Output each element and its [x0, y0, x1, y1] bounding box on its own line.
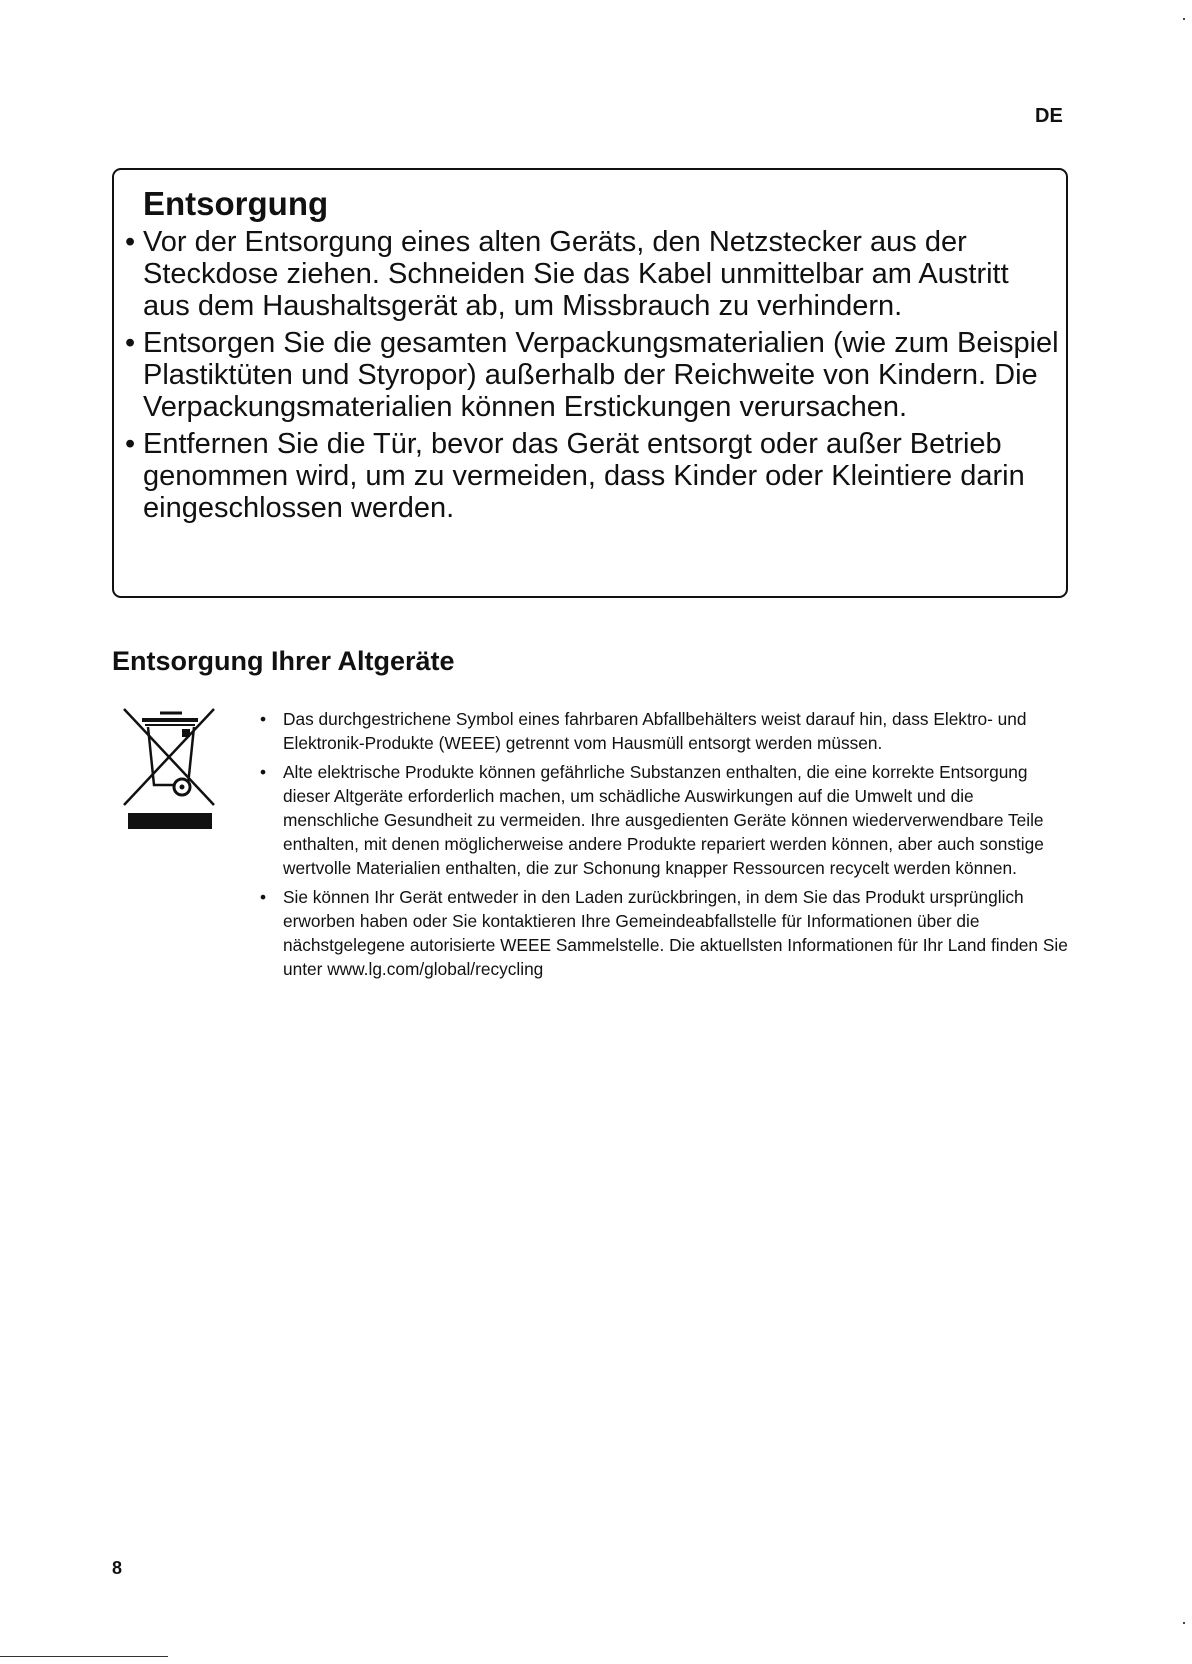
disposal-info-list [260, 707, 1070, 986]
list-item-text: Vor der Entsorgung eines alten Geräts, den Netzstecker aus der Steckdose ziehen. Schneiden Sie das Kabel unmittelbar am Austritt aus dem Haushaltsgerät ab, um Missbrauch zu verhindern. [143, 226, 1009, 322]
bullet: • [260, 709, 267, 729]
bullet: • [260, 762, 267, 782]
notice-list [125, 226, 1060, 529]
list-item [260, 760, 1070, 880]
bullet: • [125, 226, 136, 258]
list-item-text: Das durchgestrichene Symbol eines fahrbaren Abfallbehälters weist darauf hin, dass Elektro- und Elektronik-Produkte (WEEE) getrennt vom Hausmüll entsorgt werden müssen. [283, 709, 1027, 753]
bullet: • [260, 887, 267, 907]
list-item-text: Entsorgen Sie die gesamten Verpackungsmaterialien (wie zum Beispiel Plastiktüten und Styropor) außerhalb der Reichweite von Kindern. Die Verpackungsmaterialien können Erstickungen verursachen. [143, 327, 1059, 423]
list-item [260, 707, 1070, 755]
bullet: • [125, 327, 136, 359]
list-item [260, 885, 1070, 981]
crossed-out-wheelie-bin-icon [120, 705, 220, 830]
notice-title: Entsorgung [143, 185, 329, 222]
scan-mark [1183, 1622, 1185, 1624]
section-title: Entsorgung Ihrer Altgeräte [112, 646, 455, 676]
page-number: 8 [112, 1558, 123, 1578]
list-item-text: Entfernen Sie die Tür, bevor das Gerät entsorgt oder außer Betrieb genommen wird, um zu vermeiden, dass Kinder oder Kleintiere darin eingeschlossen werden. [143, 428, 1025, 524]
scan-mark [1183, 18, 1185, 20]
list-item [125, 226, 1060, 322]
list-item-text: Alte elektrische Produkte können gefährliche Substanzen enthalten, die eine korrekte Entsorgung dieser Altgeräte erforderlich machen, um schädliche Auswirkungen auf die Umwelt und die menschliche Gesundheit zu vermeiden. Ihre ausgedienten Geräte können wiederverwendbare Teile enthalten, mit denen möglicherweise andere Produkte repariert werden können, aber auch sonstige wertvolle Materialien enthalten, die zur Schonung knapper Ressourcen recycelt werden können. [283, 762, 1044, 878]
list-item [125, 428, 1060, 524]
bullet: • [125, 428, 136, 460]
list-item-text: Sie können Ihr Gerät entweder in den Laden zurückbringen, in dem Sie das Produkt ursprünglich erworben haben oder Sie kontaktieren Ihre Gemeindeabfallstelle für Informationen über die nächstgelegene autorisierte WEEE Sammelstelle. Die aktuellsten Informationen für Ihr Land finden Sie unter www.lg.com/global/recycling [283, 887, 1068, 979]
footer-rule [0, 1656, 168, 1657]
language-code: DE [1035, 105, 1063, 127]
list-item [125, 327, 1060, 423]
